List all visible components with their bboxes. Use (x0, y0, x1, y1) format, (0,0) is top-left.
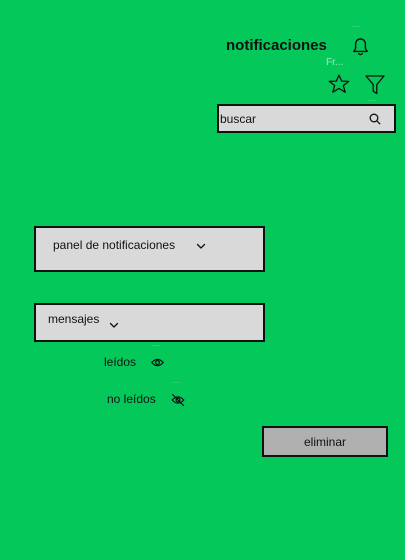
toolbar-hint: ... (368, 96, 377, 103)
title-hint: ... (352, 22, 361, 29)
search-input[interactable] (219, 106, 359, 131)
notifications-panel-dropdown[interactable] (34, 226, 265, 272)
page-title: notificaciones (226, 37, 327, 54)
messages-dropdown[interactable] (34, 303, 265, 342)
search-icon[interactable] (369, 112, 381, 130)
unread-filter-label[interactable]: no leídos (107, 392, 156, 406)
search-box (217, 104, 396, 133)
eye-off-icon[interactable] (171, 393, 185, 407)
unread-hint: ... (172, 378, 181, 385)
eye-icon[interactable] (151, 357, 164, 368)
chevron-down-icon (109, 322, 119, 329)
bell-icon[interactable] (352, 37, 369, 57)
read-hint: ... (152, 341, 161, 348)
delete-button[interactable]: eliminar (262, 426, 388, 457)
filter-icon[interactable] (364, 74, 386, 96)
read-filter-label[interactable]: leídos (104, 355, 137, 369)
star-icon[interactable] (327, 74, 351, 94)
chevron-down-icon (196, 243, 206, 250)
messages-label: mensajes (48, 312, 100, 326)
notifications-panel-label: panel de notificaciones (53, 238, 176, 252)
fr-label: Fr... (326, 57, 344, 68)
